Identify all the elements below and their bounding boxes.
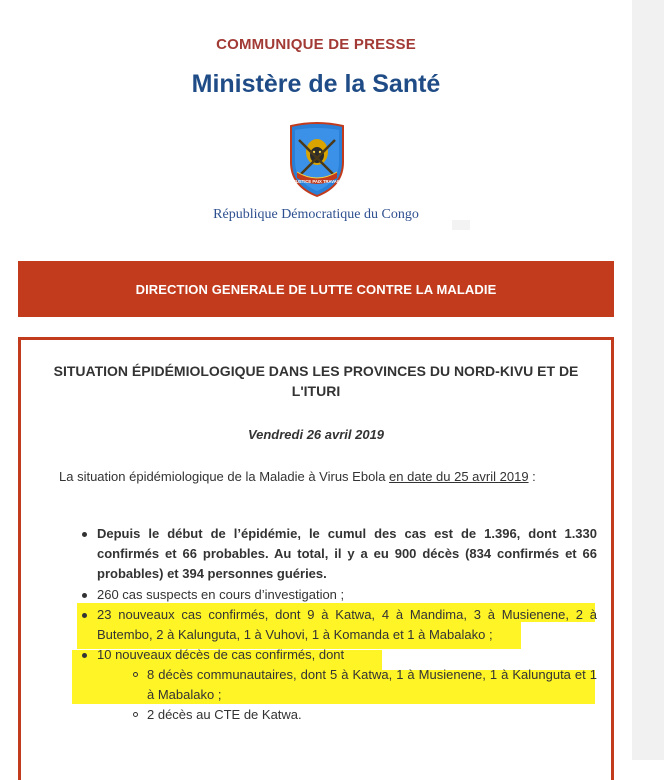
faint-mark [452, 220, 470, 230]
republic-name: République Démocratique du Congo [213, 207, 419, 222]
sub-bullet-circle [133, 672, 138, 677]
list-item-text: 10 nouveaux décès de cas confirmés, dont [97, 647, 345, 662]
coat-of-arms-motto: JUSTICE PAIX TRAVAIL [293, 179, 341, 184]
ministry-title: Ministère de la Santé [191, 70, 441, 98]
report-date: Vendredi 26 avril 2019 [247, 427, 385, 442]
intro-date-link: en date du 25 avril 2019 [389, 469, 529, 484]
list-item [79, 605, 597, 645]
sub-list-item [129, 705, 597, 725]
list-item [79, 524, 597, 584]
coat-of-arms-icon [283, 122, 351, 198]
list-item [79, 585, 597, 605]
list-item-text: 23 nouveaux cas confirmés, dont 9 à Katwa, 4 à Mandima, 3 à Musienene, 2 à Butembo, 2 à Kalunguta, 1 à Vuhovi, 1 à Komanda et 1 à Mabalako ; [97, 607, 597, 642]
list-item-text: 260 cas suspects en cours d’investigation ; [97, 587, 345, 602]
intro-suffix: : [528, 469, 536, 484]
sub-list-item-text: 8 décès communautaires, dont 5 à Katwa, 1 à Musienene, 1 à Kalunguta et 1 à Mabalako ; [147, 667, 597, 702]
bullet-dot [82, 653, 87, 658]
press-release-label: COMMUNIQUE DE PRESSE [216, 36, 416, 53]
sub-list-item-text: 2 décès au CTE de Katwa. [147, 707, 302, 722]
bullet-dot [82, 593, 87, 598]
directorate-banner [18, 261, 614, 317]
intro-prefix: La situation épidémiologique de la Maladie à Virus Ebola [59, 469, 390, 484]
report-title: SITUATION ÉPIDÉMIOLOGIQUE DANS LES PROVINCES DU NORD-KIVU ET DE L'ITURI [53, 363, 579, 399]
sub-bullet-circle [133, 712, 138, 717]
report-intro [59, 469, 599, 484]
bullet-dot [82, 613, 87, 618]
bullet-dot [82, 532, 87, 537]
directorate-banner-text: DIRECTION GENERALE DE LUTTE CONTRE LA MALADIE [135, 281, 497, 297]
page-side-gutter [632, 0, 664, 760]
list-item [79, 645, 597, 665]
report-bullet-list [79, 524, 597, 725]
list-item-text: Depuis le début de l’épidémie, le cumul des cas est de 1.396, dont 1.330 confirmés et 66 probables. Au total, il y a eu 900 décès (834 confirmés et 66 probables) et 394 personnes guéries. [97, 526, 597, 581]
sub-list-item [129, 665, 597, 705]
